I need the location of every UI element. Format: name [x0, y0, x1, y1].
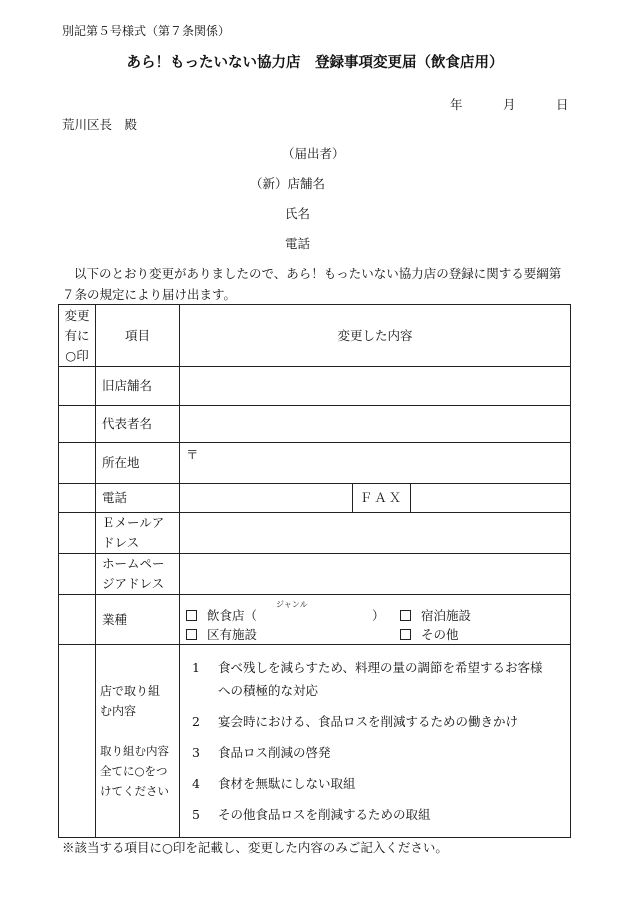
lodging-checkbox[interactable] [400, 610, 411, 621]
intro-paragraph: 以下のとおり変更がありましたので、あら！もったいない協力店の登録に関する要綱第７条の規定により届け出ます。 [62, 266, 562, 302]
change-mark-cell[interactable] [59, 513, 96, 554]
change-mark-header: 変更 有に ○印 [59, 305, 96, 367]
effort-item-3[interactable]: 3 食品ロス削減の啓発 [192, 745, 331, 760]
table-row [59, 513, 571, 554]
ward-facility-option[interactable]: 区有施設 [186, 625, 257, 645]
effort-item-5[interactable]: 5 その他食品ロスを削減するための取組 [192, 807, 431, 822]
efforts-list [184, 656, 566, 826]
old-store-name-field[interactable] [180, 367, 571, 406]
table-row [59, 554, 571, 595]
email-field[interactable] [180, 513, 571, 554]
homepage-field[interactable] [180, 554, 571, 595]
fax-field[interactable] [411, 484, 571, 513]
table-row [59, 484, 571, 513]
old-store-name-label: 旧店舗名 [96, 367, 180, 406]
lodging-option[interactable]: 宿泊施設 [400, 606, 471, 626]
table-header-row [59, 305, 571, 367]
business-type-label: 業種 [96, 595, 180, 645]
change-mark-cell[interactable] [59, 443, 96, 484]
table-row [59, 443, 571, 484]
location-label: 所在地 [96, 443, 180, 484]
change-mark-cell[interactable] [59, 406, 96, 443]
date-year-label: 年 [450, 97, 463, 112]
form-title: あら！もったいない協力店 登録事項変更届（飲食店用） [126, 54, 504, 71]
efforts-list-cell [180, 645, 571, 838]
addressee: 荒川区長 殿 [62, 117, 138, 132]
footnote: ※該当する項目に○印を記載し、変更した内容のみご記入ください。 [62, 840, 448, 855]
location-field[interactable] [180, 443, 571, 484]
effort-item-2[interactable]: 2 宴会時における、食品ロスを削減するための働きかけ [192, 714, 519, 729]
restaurant-close-paren: ） [372, 607, 385, 623]
change-mark-cell[interactable] [59, 367, 96, 406]
new-store-name-label: （新）店舗名 [250, 176, 326, 191]
item-header: 項目 [96, 305, 180, 367]
change-mark-cell[interactable] [59, 484, 96, 513]
change-form-table [58, 304, 571, 838]
efforts-label: 店で取り組 む内容 取り組む内容 全てに○をつ けてください [96, 645, 180, 838]
change-mark-cell[interactable] [59, 645, 96, 838]
change-mark-cell[interactable] [59, 554, 96, 595]
effort-item-1[interactable]: 1 食べ残しを減らすため、料理の量の調節を希望するお客様 への積極的な対応 [192, 660, 543, 698]
change-mark-cell[interactable] [59, 595, 96, 645]
phone-field[interactable] [180, 484, 353, 513]
applicant-heading: （届出者） [282, 146, 345, 161]
date-day-label: 日 [556, 97, 569, 112]
representative-label: 代表者名 [96, 406, 180, 443]
table-row [59, 406, 571, 443]
genre-note: ジャンル [276, 600, 308, 609]
ward-facility-checkbox[interactable] [186, 629, 197, 640]
email-label: Ｅメールア ドレス [96, 513, 180, 554]
business-type-field [180, 595, 571, 645]
fax-label: ＦＡＸ [353, 484, 411, 513]
table-row [59, 367, 571, 406]
phone-label: 電話 [96, 484, 180, 513]
date-month-label: 月 [503, 97, 516, 112]
form-number: 別記第５号様式（第７条関係） [62, 24, 231, 38]
effort-item-4[interactable]: 4 食材を無駄にしない取組 [192, 776, 356, 791]
other-checkbox[interactable] [400, 629, 411, 640]
postal-mark: 〒 [186, 447, 199, 462]
restaurant-checkbox[interactable] [186, 610, 197, 621]
applicant-phone-label: 電話 [285, 236, 311, 251]
restaurant-option[interactable]: 飲食店（ [186, 606, 257, 626]
table-row [59, 595, 571, 645]
representative-field[interactable] [180, 406, 571, 443]
content-header: 変更した内容 [180, 305, 571, 367]
table-row [59, 645, 571, 838]
homepage-label: ホームペー ジアドレス [96, 554, 180, 595]
other-option[interactable]: その他 [400, 625, 459, 645]
applicant-name-label: 氏名 [285, 206, 311, 221]
